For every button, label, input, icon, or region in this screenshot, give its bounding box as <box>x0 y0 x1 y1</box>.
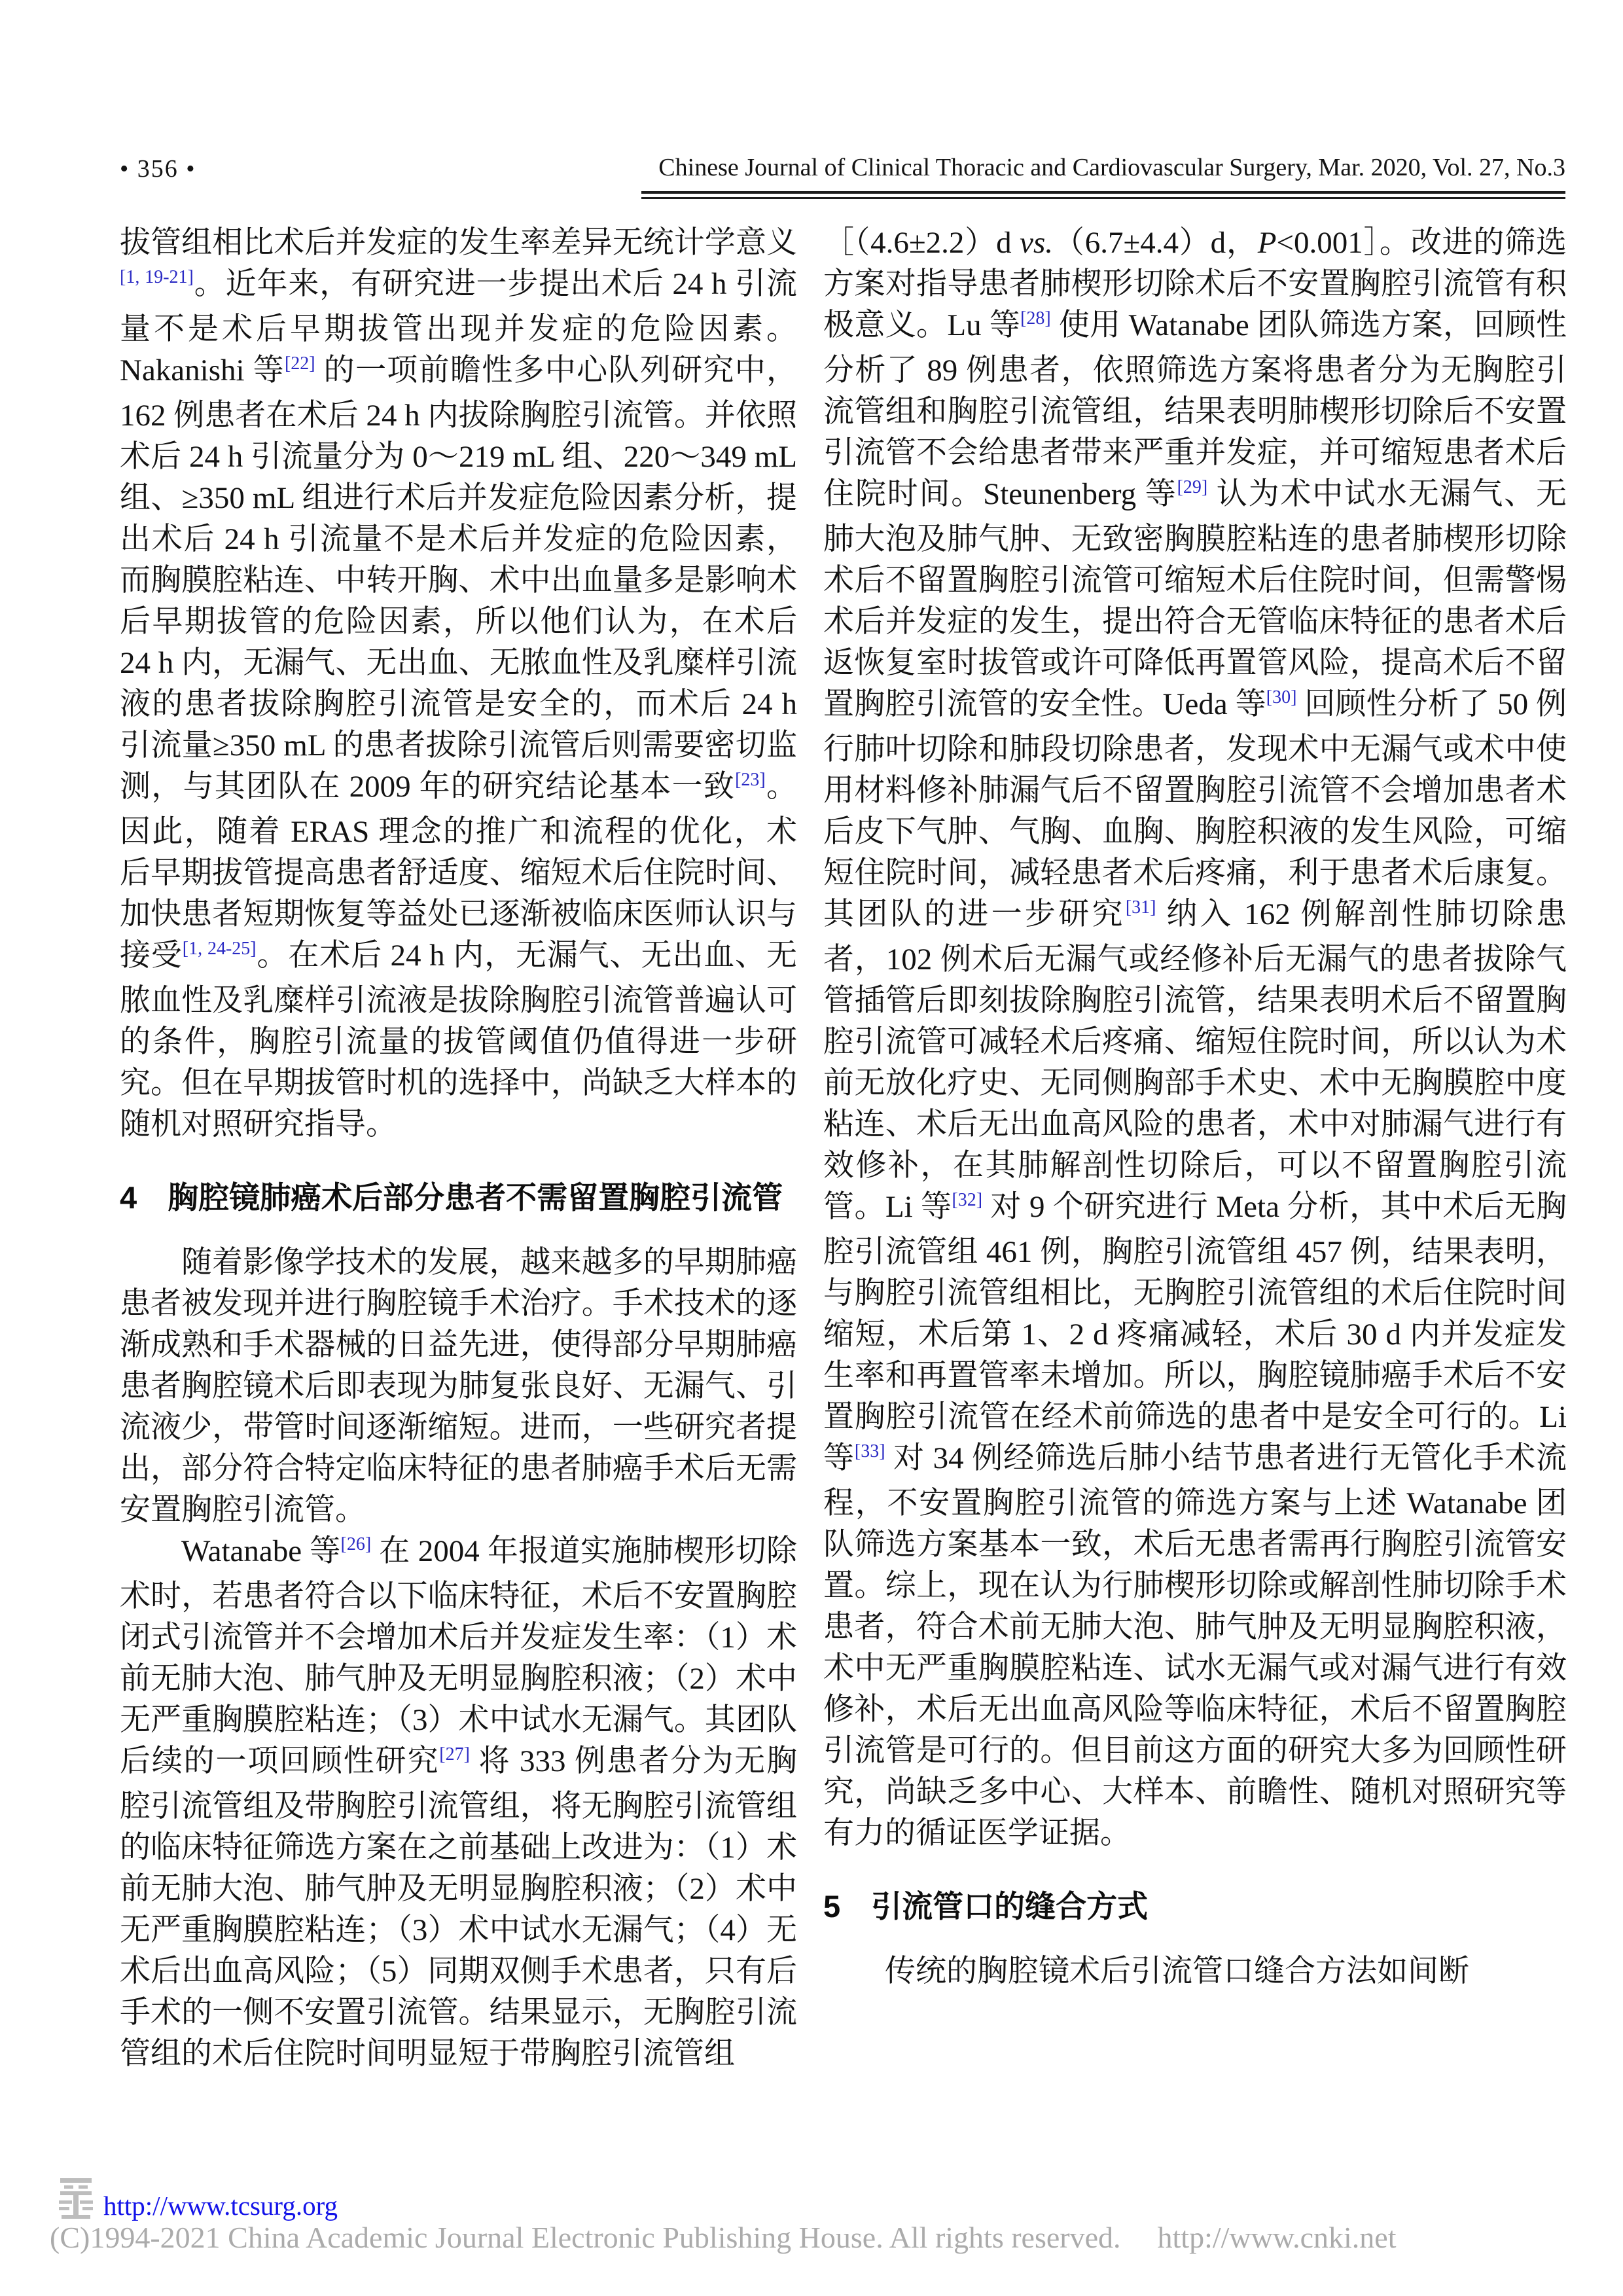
text-run: ［（4.6±2.2）d <box>823 226 1020 260</box>
section-heading: 5 引流管口的缝合方式 <box>823 1889 1149 1924</box>
text-run: 使用 Watanabe 团队筛选方案，回顾性分析了 89 例患者，依照筛选方案将患者分为无胸腔引流管组和胸腔引流管组，结果表明肺楔形切除后不安置引流管不会给患者带来严重并发症，并可缩短患者术后住院时间。Steunenberg 等 <box>823 308 1567 511</box>
text-run: 传统的胸腔镜术后引流管口缝合方法如间断 <box>885 1954 1469 1988</box>
text-run: 的一项前瞻性多中心队列研究中，162 例患者在术后 24 h 内拔除胸腔引流管。并依照术后 24 h 引流量分为 0～219 mL 组、220～349 mL 组、≥350 mL 组进行术后并发症危险因素分析，提出术后 24 h 引流量不是术后并发症的危险因素，而胸膜腔粘连、中转开胸、术中出血量多是影响术后早期拔管的危险因素，所以他们认为，在术后 24 h 内，无漏气、无出血、无脓血性及乳糜样引流液的患者拔除胸腔引流管是安全的，而术后 24 h 引流量≥350 mL 的患者拔除引流管后则需要密切监测，与其团队在 2009 年的研究结论基本一致 <box>120 353 797 804</box>
reference-superscript: [23] <box>735 769 766 790</box>
reference-superscript: [1, 24-25] <box>182 938 257 959</box>
reference-superscript: [29] <box>1177 476 1208 497</box>
text-run: 认为术中试水无漏气、无肺大泡及肺气肿、无致密胸膜腔粘连的患者肺楔形切除术后不留置胸腔引流管可缩短术后住院时间，但需警惕术后并发症的发生，提出符合无管临床特征的患者术后返恢复室时拔管或许可降低再置管风险，提高术后不留置胸腔引流管的安全性。Ueda 等 <box>823 477 1567 721</box>
journal-running-head: Chinese Journal of Clinical Thoracic and Cardiovascular Surgery, Mar. 2020, Vol. 27, No.3 <box>658 154 1565 181</box>
text-run: 在 2004 年报道实施肺楔形切除术时，若患者符合以下临床特征，术后不安置胸腔闭式引流管并不会增加术后并发症发生率：（1）术前无肺大泡、肺气肿及无明显胸腔积液；（2）术中无严重胸膜腔粘连；（3）术中试水无漏气。其团队后续的一项回顾性研究 <box>120 1534 797 1778</box>
reference-superscript: [28] <box>1020 308 1051 329</box>
text-run: 。在术后 24 h 内，无漏气、无出血、无脓血性及乳糜样引流液是拔除胸腔引流管普遍认可的条件，胸腔引流量的拔管阈值仍值得进一步研究。但在早期拔管时机的选择中，尚缺乏大样本的随机对照研究指导。 <box>120 939 797 1141</box>
text-run: （6.7±4.4）d， <box>1053 226 1258 260</box>
reference-superscript: [31] <box>1125 897 1156 918</box>
reference-superscript: [33] <box>854 1441 885 1462</box>
text-run: 纳入 162 例解剖性肺切除患者，102 例术后无漏气或经修补后无漏气的患者拔除气管插管后即刻拔除胸腔引流管，结果表明术后不留置胸腔引流管可减轻术后疼痛、缩短住院时间，所以认为术前无放化疗史、无同侧胸部手术史、术中无胸膜腔中度粘连、术后无出血高风险的患者，术中对肺漏气进行有效修补，在其肺解剖性切除后，可以不留置胸腔引流管。Li 等 <box>823 897 1567 1224</box>
paragraph <box>120 1242 797 1531</box>
text-run: 对 9 个研究进行 Meta 分析，其中术后无胸腔引流管组 461 例，胸腔引流管组 457 例，结果表明，与胸腔引流管组相比，无胸腔引流管组的术后住院时间缩短，术后第 1、2 d 疼痛减轻，术后 30 d 内并发症发生率和再置管率未增加。所以，胸腔镜肺癌手术后不安置胸腔引流管在经术前筛选的患者中是安全可行的。Li 等 <box>823 1190 1567 1475</box>
copyright-line <box>50 2220 1397 2255</box>
tcsurg-link[interactable]: http://www.tcsurg.org <box>103 2191 338 2221</box>
reference-superscript: [32] <box>952 1189 983 1210</box>
text-run: 对 34 例经筛选后肺小结节患者进行无管化手术流程，不安置胸腔引流管的筛选方案与上述 Watanabe 团队筛选方案基本一致，术后无患者需再行胸腔引流管安置。综上，现在认为行肺楔形切除或解剖性肺切除手术患者，符合术前无肺大泡、肺气肿及无明显胸腔积液，术中无严重胸膜腔粘连、试水无漏气或对漏气进行有效修补，术后无出血高风险等临床特征，术后不留置胸腔引流管是可行的。但目前这方面的研究大多为回顾性研究，尚缺乏多中心、大样本、前瞻性、随机对照研究等有力的循证医学证据。 <box>823 1441 1567 1850</box>
italic-text: vs. <box>1020 226 1054 260</box>
reference-superscript: [27] <box>439 1744 470 1765</box>
italic-text: P <box>1257 226 1277 260</box>
reference-superscript: [26] <box>340 1534 372 1554</box>
text-run: <0.001］。改进的筛选方案对指导患者肺楔形切除术后不安置胸腔引流管有积极意义。Lu 等 <box>823 226 1567 342</box>
section-heading: 4 胸腔镜肺癌术后部分患者不需留置胸腔引流管 <box>120 1180 783 1215</box>
text-run: 。因此，随着 ERAS 理念的推广和流程的优化，术后早期拔管提高患者舒适度、缩短术后住院时间、加快患者短期恢复等益处已逐渐被临床医师认识与接受 <box>120 770 797 973</box>
reference-superscript: [30] <box>1266 687 1297 708</box>
text-run: 回顾性分析了 50 例行肺叶切除和肺段切除患者，发现术中无漏气或术中使用材料修补肺漏气后不留置胸腔引流管不会增加患者术后皮下气肿、气胸、血胸、胸腔积液的发生风险，可缩短住院时间，减轻患者术后疼痛，利于患者术后康复。其团队的进一步研究 <box>823 687 1567 931</box>
text-run: 将 333 例患者分为无胸腔引流管组及带胸腔引流管组，将无胸腔引流管组的临床特征筛选方案在之前基础上改进为：（1）术前无肺大泡、肺气肿及无明显胸腔积液；（2）术中无严重胸膜腔粘连；（3）术中试水无漏气；（4）无术后出血高风险；（5）同期双侧手术患者，只有后手术的一侧不安置引流管。结果显示，无胸腔引流管组的术后住院时间明显短于带胸腔引流管组 <box>120 1744 797 2071</box>
cnki-link[interactable]: http://www.cnki.net <box>1157 2221 1397 2254</box>
text-run: 随着影像学技术的发展，越来越多的早期肺癌患者被发现并进行胸腔镜手术治疗。手术技术的逐渐成熟和手术器械的日益先进，使得部分早期肺癌患者胸腔镜术后即表现为肺复张良好、无漏气、引流液少，带管时间逐渐缩短。进而，一些研究者提出，部分符合特定临床特征的患者肺癌手术后无需安置胸腔引流管。 <box>120 1246 797 1527</box>
left-column <box>120 223 797 2163</box>
paragraph <box>823 223 1567 1854</box>
paragraph <box>120 223 797 1145</box>
text-run: Watanabe 等 <box>181 1534 341 1568</box>
text-run: 拔管组相比术后并发症的发生率差异无统计学意义 <box>120 226 797 260</box>
paragraph <box>120 1531 797 2075</box>
reference-superscript: [22] <box>284 353 315 374</box>
right-column <box>823 223 1567 2163</box>
page-number: • 356 • <box>120 155 196 183</box>
header-divider <box>641 191 1565 199</box>
text-run: 。近年来，有研究进一步提出术后 24 h 引流量不是术后早期拔管出现并发症的危险因素。Nakanishi 等 <box>120 267 797 387</box>
paragraph <box>823 1951 1567 1992</box>
copyright-text: (C)1994-2021 China Academic Journal Electronic Publishing House. All rights reserved. <box>50 2221 1121 2254</box>
reference-superscript: [1, 19-21] <box>120 266 194 287</box>
journal-seal-logo-icon <box>55 2177 97 2223</box>
